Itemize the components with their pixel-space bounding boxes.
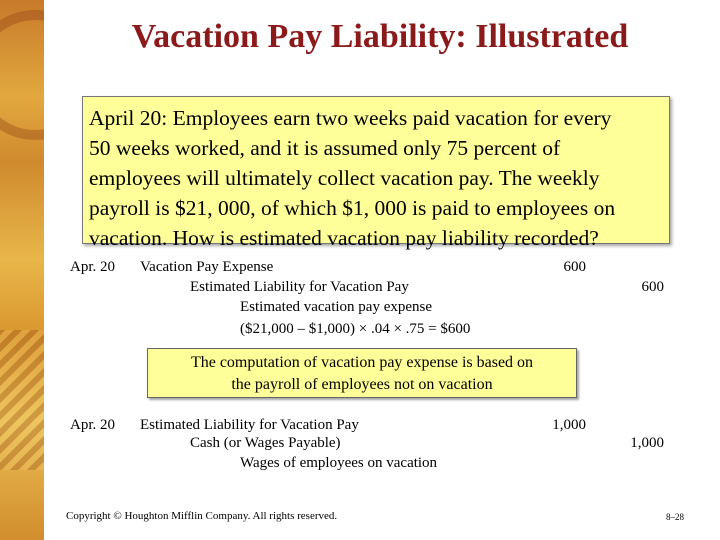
entry1-debit-amount: 600	[563, 259, 586, 275]
page-number: 8–28	[666, 512, 684, 522]
slide-title: Vacation Pay Liability: Illustrated	[131, 18, 629, 55]
question-box	[82, 96, 670, 250]
entry1-computation: ($21,000 – $1,000) × .04 × .75 = $600	[240, 321, 471, 337]
question-line: 50 weeks worked, and it is assumed only 75 percent of	[89, 136, 561, 160]
entry1-explanation: Estimated vacation pay expense	[240, 299, 433, 315]
question-line: vacation. How is estimated vacation pay liability recorded?	[89, 226, 599, 250]
entry2-date: Apr. 20	[70, 417, 115, 433]
note-line: the payroll of employees not on vacation	[231, 376, 493, 393]
decorative-side-band	[0, 0, 44, 540]
question-line: payroll is $21, 000, of which $1, 000 is paid to employees on	[89, 196, 616, 220]
entry1-date: Apr. 20	[70, 259, 115, 275]
entry1-credit-amount: 600	[641, 279, 664, 295]
note-line: The computation of vacation pay expense is based on	[190, 354, 534, 371]
entry2-explanation: Wages of employees on vacation	[240, 455, 438, 471]
copyright-notice: Copyright © Houghton Mifflin Company. All rights reserved.	[66, 510, 338, 522]
question-line: employees will ultimately collect vacation pay. The weekly	[89, 166, 600, 190]
entry2-debit-amount: 1,000	[552, 417, 586, 433]
entry2-credit-amount: 1,000	[630, 435, 664, 451]
note-box	[147, 348, 577, 398]
entry2-credit-account: Cash (or Wages Payable)	[190, 435, 341, 451]
entry2-debit-account: Estimated Liability for Vacation Pay	[140, 417, 359, 433]
entry1-debit-account: Vacation Pay Expense	[140, 259, 274, 275]
question-line: April 20: Employees earn two weeks paid vacation for every	[89, 106, 612, 130]
entry1-credit-account: Estimated Liability for Vacation Pay	[190, 279, 409, 295]
